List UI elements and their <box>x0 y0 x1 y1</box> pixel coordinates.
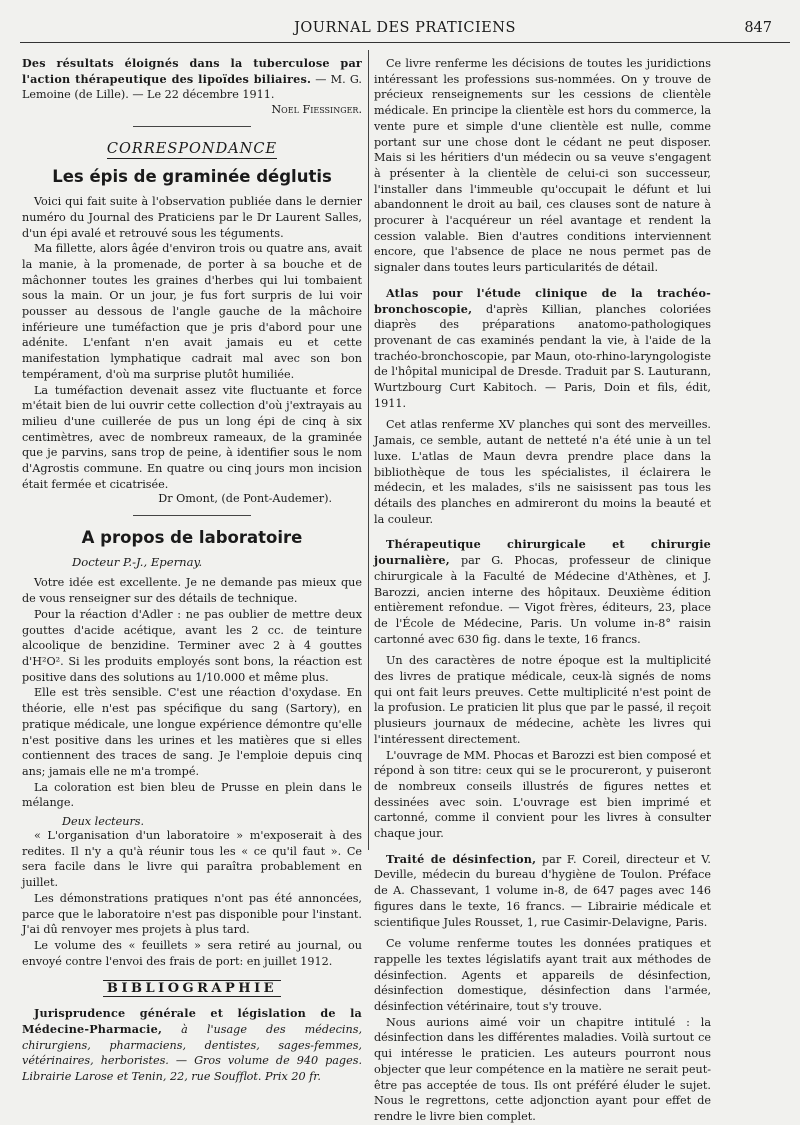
paragraph: La coloration est bien bleu de Prusse en plein dans le mélange. <box>22 780 362 810</box>
paragraph: Pour la réaction d'Adler : ne pas oublier de mettre deux gouttes d'acide acétique, avant les 2 cc. de teinture alcoolique de benzidine. Terminer avec 2 à 4 gouttes d'H²O². Si les produits employés sont bons, la réaction est positive dans des solutions au 1/10.000 et même plus. <box>22 607 362 684</box>
omont-signature: Dr Omont, (de Pont-Audemer). <box>158 492 332 506</box>
bibliographie-heading: BIBLIOGRAPHIE <box>22 981 362 996</box>
intro-signature: Noel Fiessinger. <box>271 103 362 117</box>
header-rule <box>20 42 790 43</box>
desinfection-entry: Traité de désinfection, par F. Coreil, directeur et V. Deville, médecin du bureau d'hygiène de Toulon. Préface de A. Chassevant, 1 volume in-8, de 647 pages avec 146 figures dans le texte, 16 francs. — Librairie médicale et scientifique Jules Rousset, 1, rue Casimir-Delavigne, Paris. <box>374 851 711 929</box>
paragraph: Le volume des « feuillets » sera retiré au journal, ou envoyé contre l'envoi des frais de port: en juillet 1912. <box>22 938 362 968</box>
paragraph: Un des caractères de notre époque est la multiplicité des livres de pratique médicale, ceux-là signés de noms qui ont fait leurs preuves. Cette multiplicité n'est point de la profusion. Le praticien lit plus que par le passé, il reçoit plusieurs journaux de médecine, achète les livres qui l'intéressent directement. <box>374 654 711 746</box>
running-title: JOURNAL DES PRATICIENS <box>294 20 516 36</box>
column-divider <box>368 50 369 850</box>
paragraph: Ce volume renferme toutes les données pratiques et rappelle les textes législatifs ayant trait aux méthodes de désinfection. Agents et appareils de désinfection, désinfection domestique, désinfection dans l'armée, désinfection vétérinaire, tout s'y trouve. <box>374 937 711 1014</box>
paragraph: Voici qui fait suite à l'observation publiée dans le dernier numéro du Journal des Praticiens par le Dr Laurent Salles, d'un épi avalé et retrouvé sous les téguments. <box>22 195 362 240</box>
paragraph: Votre idée est excellente. Je ne demande pas mieux que de vous renseigner sur des détails de technique. <box>22 576 362 606</box>
section-rule <box>133 126 251 127</box>
intro-entry <box>22 56 362 103</box>
paragraph: L'ouvrage de MM. Phocas et Barozzi est bien composé et répond à son titre: ceux qui se le procureront, y puiseront de nombreux conseils illustrés de figures nettes et dessinées avec soin. L'ouvrage est bien imprimé et cartonné, comme il convient pour les livres à consulter chaque jour. <box>374 748 711 841</box>
paragraph: « L'organisation d'un laboratoire » m'exposerait à des redites. Il n'y a qu'à réunir tous les « ce qu'il faut ». Ce sera facile dans le livre qui paraîtra probablement en juillet. <box>22 829 362 890</box>
biblio-entry: Jurisprudence générale et législation de la Médecine-Pharmacie, à l'usage des médecins, chirurgiens, pharmaciens, dentistes, sages-femmes, vétérinaires, herboristes. — Gros volume de 940 pages. Librairie Larose et Tenin, 22, rue Soufflot. Prix 20 fr. <box>22 1006 362 1084</box>
article-title-epis: Les épis de graminée déglutis <box>52 167 332 187</box>
page-number: 847 <box>744 20 772 36</box>
paragraph: Cet atlas renferme XV planches qui sont des merveilles. Jamais, ce semble, autant de netteté n'a été unie à un tel luxe. L'atlas de Maun devra prendre place dans la bibliothèque de tous les spécialistes, il éclairera le médecin, et les malades, s'ils ne saisissent pas tous les détails des planches en admireront du moins la beauté et la couleur. <box>374 418 711 526</box>
intro-lead: Des résultats éloignés dans la tuberculose par l'action thérapeutique des lipoïdes biliaires. <box>22 56 362 86</box>
paragraph: Ce livre renferme les décisions de toutes les juridictions intéressant les professions sus-nommées. On y trouve de précieux renseignements sur les cessions de clientèle médicale. En principe la clientèle est hors du commerce, la vente pure et simple d'une clientèle est nulle, comme portant sur une chose dont le cédant ne peut disposer. Mais si les héritiers d'un médecin ou sa veuve s'engagent à présenter à la clientèle de celui-ci son successeur, l'installer dans l'immeuble qu'occupait le défunt et lui abandonnent le droit au bail, ces clauses sont de nature à procurer à l'acquéreur un réel avantage et rendent la cession valable. Bien d'autres conditions interviennent encore, que l'absence de place ne nous permet pas de signaler dans toutes leurs particularités de détail. <box>374 57 711 275</box>
article-title-labo: A propos de laboratoire <box>81 528 303 548</box>
therapeutique-entry: Thérapeutique chirurgicale et chirurgie journalière, par G. Phocas, professeur de clinique chirurgicale à la Faculté de Médecine d'Athènes, et J. Barozzi, ancien interne des hôpitaux. Deuxième édition entièrement refondue. — Vigot frères, éditeurs, 23, place de l'École de Médecine, Paris. Un volume in-8° raisin cartonné avec 630 fig. dans le texte, 16 francs. <box>374 537 711 646</box>
left-column <box>22 56 362 1085</box>
sub-heading: Deux lecteurs. <box>62 815 145 829</box>
paragraph: Ma fillette, alors âgée d'environ trois ou quatre ans, avait la manie, à la promenade, de porter à sa bouche et de mâchonner toutes les graines d'herbes qui lui tombaient sous la main. Or un jour, je fus fort surpris de lui voir pousser au dessous de l'angle gauche de la mâchoire inférieure une tuméfaction que je pris d'abord pour une adénite. L'enfant n'en avait jamais eu et cette manifestation lymphatique cadrait mal avec son bon tempérament, d'où ma surprise plutôt humiliée. <box>22 242 362 381</box>
byline: Docteur P.-J., Epernay. <box>72 555 203 570</box>
paragraph: Nous aurions aimé voir un chapitre intitulé : la désinfection dans les différentes maladies. Voilà surtout ce qui intéresse le praticien. Les auteurs pourront nous objecter que leur compétence en la matière ne serait peut-être pas acceptée de tous. Ils ont préféré éluder le sujet. Nous le regrettons, cette adjonction ayant pour effet de rendre le livre bien complet. <box>374 1015 711 1123</box>
paragraph: Elle est très sensible. C'est une réaction d'oxydase. En théorie, elle n'est pas spécifique du sang (Sartory), en pratique médicale, une longue expérience démontre qu'elle n'est positive dans les urines et les matières que si elles contiennent des traces de sang. Je l'emploie depuis cinq ans; jamais elle ne m'a trompé. <box>22 686 362 778</box>
page-header <box>20 18 790 42</box>
intro-rest: — M. G. Lemoine (de Lille). — Le 22 décembre 1911. <box>22 72 362 102</box>
paragraph: La tuméfaction devenait assez vite fluctuante et force m'était bien de lui ouvrir cette collection d'où j'extrayais au milieu d'une cuillerée de pus un long épi de cinq à six centimètres, avec de nombreux rameaux, de la graminée que je parvins, sans trop de peine, à identifier sous le nom d'Agrostis commune. En quatre ou cinq jours mon incision était fermée et cicatrisée. <box>22 383 362 491</box>
correspondance-heading: CORRESPONDANCE <box>106 141 278 158</box>
right-column <box>374 56 711 1125</box>
atlas-entry: Atlas pour l'étude clinique de la trachéo-bronchoscopie, d'après Killian, planches coloriées diaprès des préparations anatomo-pathologiques provenant de cas examinés pendant la vie, à l'aide de la trachéo-bronchoscopie, par Maun, oto-rhino-laryngologiste de l'hôpital municipal de Dresde. Traduit par S. Lauturann, Wurtzbourg Curt Kabitoch. — Paris, Doin et fils, édit, 1911. <box>374 285 711 410</box>
paragraph: Les démonstrations pratiques n'ont pas été annoncées, parce que le laboratoire n'est pas disponible pour l'instant. J'ai dû renvoyer mes projets à plus tard. <box>22 891 362 937</box>
section-rule <box>133 515 251 516</box>
